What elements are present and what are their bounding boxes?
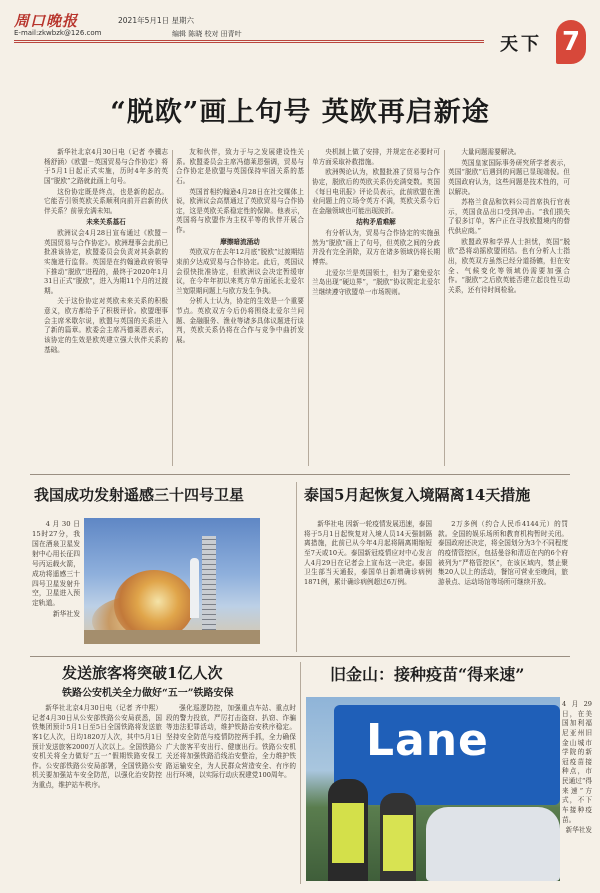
paragraph: 友和伙伴，致力于与之发展建设性关系。欧盟委员会主席冯德莱恩强调，贸易与合作协定是欧盟与英国保持牢固关系的基石。 xyxy=(176,148,304,185)
section-name: 天下 xyxy=(500,34,542,55)
railway-column-1 xyxy=(32,704,162,884)
paragraph: 英国首相约翰逊4月28日在社交媒体上说，欧洲议会高票通过了英欧贸易与合作协定，这是英欧关系稳定性的保障。他表示，英国将与欧盟作为主权平等的伙伴开展合作。 xyxy=(176,187,304,234)
paragraph: 2万多例（约合人民币4144元）的罚款。全国的娱乐场所和教育机构暂时关闭。泰国政府还决定，将全国划分为3个不同程度的疫情管控区，包括曼谷和清迈在内的6个府被列为“严格管控区”，在该区域内，禁止聚集20人以上的活动，餐馆可营业至晚间，旅游景点、运动场馆等场所可继续开放。 xyxy=(438,520,568,586)
rocket-launch-photo xyxy=(84,518,260,644)
issue-date: 2021年5月1日 星期六 xyxy=(118,16,195,25)
paragraph: 4月29日，在美国加利福尼亚州旧金山城市学院的新冠疫苗接种点，市民通过“得来速”方式，不下车接种疫苗。 xyxy=(562,700,592,824)
thailand-column-1 xyxy=(304,520,432,650)
paragraph: 大量问题需要解决。 xyxy=(461,148,521,156)
paragraph: 英欧双方在去年12月底“脱欧”过渡期结束前夕达成贸易与合作协定。此后，英国议会很快批准协定，但欧洲议会决定暂缓审议，在今年年初以来英方单方面延长北爱尔兰宽限期问题上与欧方发生争执。 xyxy=(176,248,304,295)
railway-headline: 发送旅客将突破1亿人次 xyxy=(62,664,223,682)
paragraph: 央机制上做了安排，并规定在必要时可单方面采取补救措施。 xyxy=(312,148,440,166)
main-article-column-2 xyxy=(176,148,304,466)
paragraph: 新华社北京4月30日电（记者 李骥志 杨舒涵）《欧盟－英国贸易与合作协定》将于5月1日起正式实施，历时4年多的英国“脱欧”之路就此画上句号。 xyxy=(44,148,168,185)
satellite-headline: 我国成功发射遥感三十四号卫星 xyxy=(34,486,245,504)
main-article-column-3 xyxy=(312,148,440,466)
vaccine-headline: 旧金山：接种疫苗“得来速” xyxy=(330,665,525,684)
article-subhead: 结构矛盾难解 xyxy=(356,218,396,227)
paragraph: 关于这份协定对英欧未来关系的积极意义，欧方都给予了积极评价。欧盟理事会主席米歇尔说，欧盟与英国的关系进入了新的篇章。欧委会主席冯德莱恩表示，该协定的生效是欧英建立强大伙伴关系的基础。 xyxy=(44,297,168,354)
article-subhead: 摩擦暗流涌动 xyxy=(220,237,260,246)
paragraph: 4月30日15时27分，我国在酒泉卫星发射中心用长征四号丙运载火箭，成功将遥感三十四号卫星发射升空，卫星进入预定轨道。 xyxy=(32,520,80,608)
photo-credit: 新华社发 xyxy=(565,826,592,835)
main-headline: “脱欧”画上句号 英欧再启新途 xyxy=(110,97,490,128)
article-subhead: 未来关系基石 xyxy=(86,218,126,227)
column-divider xyxy=(308,150,309,466)
lane-sign: Lane xyxy=(366,715,489,766)
satellite-caption xyxy=(32,520,80,650)
masthead-logo: 周口晚报 xyxy=(14,12,79,30)
column-divider xyxy=(172,150,173,466)
page-number-badge: 7 xyxy=(556,20,586,64)
vaccine-caption xyxy=(562,700,592,884)
paragraph: 这份协定既是终点，也是新的起点。它能否引领英欧关系顺利向前开启新的伙伴关系？前景充满未知。 xyxy=(44,187,168,215)
main-article-column-4 xyxy=(448,148,570,466)
paragraph: 新华社北京4月30日电（记者 齐中熙）记者4月30日从公安部铁路公安局获悉，国铁集团预计5月1日至5日全国铁路将发送旅客1亿人次，日均1820万人次，其中5月1日预计发送旅客2000万人次以上。全国铁路公安机关将全力做好“五一”假期铁路安保工作。公安部铁路公安局部署，全国铁路公安机关要加强站车安全防范，以强化治安防控为重点，维护站车秩序。 xyxy=(32,704,162,789)
drive-through-vaccine-photo xyxy=(306,697,560,881)
header-rule-secondary xyxy=(14,42,484,43)
paragraph: 有分析认为，贸易与合作协定的实施虽然为“脱欧”画上了句号，但英欧之间的分歧并没有完全消除，双方在诸多领域仍将长期博弈。 xyxy=(312,229,440,266)
column-divider xyxy=(296,482,297,652)
section-divider xyxy=(30,656,570,657)
header-rule xyxy=(14,40,484,41)
photo-credit: 新华社发 xyxy=(52,610,80,619)
railway-column-2 xyxy=(166,704,296,884)
paragraph: 英国皇家国际事务研究所学者表示，英国“脱欧”后遇到的问题已显现端倪。但英国政府认为，这些问题是技术性的，可以解决。 xyxy=(448,158,570,196)
paragraph: 欧洲舆论认为，欧盟批准了贸易与合作协定，脱欧后的英欧关系仍充满变数。英国《每日电讯报》评论员表示，此前欧盟在渔业问题上的立场令英方不满，英欧关系今后在金融领域也可能出现波折。 xyxy=(312,168,440,215)
section-divider xyxy=(30,474,570,475)
thailand-headline: 泰国5月起恢复入境隔离14天措施 xyxy=(304,486,531,504)
main-article-column-1 xyxy=(44,148,168,466)
masthead-email: E-mail:zkwbzk@126.com xyxy=(14,29,102,37)
editors-credit: 编辑 陈晓 校对 田青叶 xyxy=(172,30,242,38)
paragraph: 北爱尔兰是英国领土，但为了避免爱尔兰岛出现“硬边界”，“脱欧”协议规定北爱尔兰继续遵守欧盟单一市场规则。 xyxy=(312,268,440,296)
paragraph: 新华社电 因新一轮疫情发展迅速，泰国将于5月1日起恢复对入境人员14天强制隔离措施，此前已从今年4月起将隔离期缩短至7天或10天。泰国新冠疫情应对中心发言人4月29日在记者会上宣布这一决定。泰国卫生部当天通报，泰国单日新增确诊病例1871例，累计确诊病例超过6万例。 xyxy=(304,520,432,586)
railway-subheadline: 铁路公安机关全力做好“五一”铁路安保 xyxy=(62,688,234,699)
paragraph: 分析人士认为，协定的生效是一个重要节点。英欧双方今后仍将围绕北爱尔兰问题、金融服务、渔业等诸多具体议题进行谈判，英欧关系仍将在合作与竞争中曲折发展。 xyxy=(176,297,304,344)
paragraph: 强化巡逻防控，加强重点车站、重点时段的警力投放，严厉打击盗窃、扒窃、诈骗等违法犯罪活动，维护铁路治安秩序稳定。坚持安全防范与疫情防控两手抓，全力确保广大旅客平安出行、健康出行。铁路公安机关还将加强铁路沿线治安整治，全力维护铁路运输安全，为人民群众营造安全、有序的出行环境，以实际行动庆祝建党100周年。 xyxy=(166,704,296,780)
thailand-column-2 xyxy=(438,520,568,650)
paragraph: 欧盟政界和学界人士担忧，英国“脱欧”恐将动摇欧盟团结。也有分析人士指出，欧英双方虽然已经分道扬镳，但在安全、气候变化等领域仍需要加强合作。“脱欧”之后欧英能否建立起良性互动关系，还有待时间检验。 xyxy=(448,237,570,294)
paragraph: 苏格兰食品和饮料公司首席执行官表示，英国食品出口受到冲击。“我们损失了很多订单，客户正在寻找欧盟境内的替代供应商。” xyxy=(448,198,570,235)
column-divider xyxy=(300,662,301,884)
column-divider xyxy=(444,150,445,466)
paragraph: 欧洲议会4月28日宣布通过《欧盟－英国贸易与合作协定》。欧洲理事会此前已批准该协定，欧盟委员会负责对其条款的实施进行监督。英国是在约翰逊政府领导下推动“脱欧”进程的，最终于2020年1月31日正式“脱欧”，进入为期11个月的过渡期。 xyxy=(44,229,168,295)
